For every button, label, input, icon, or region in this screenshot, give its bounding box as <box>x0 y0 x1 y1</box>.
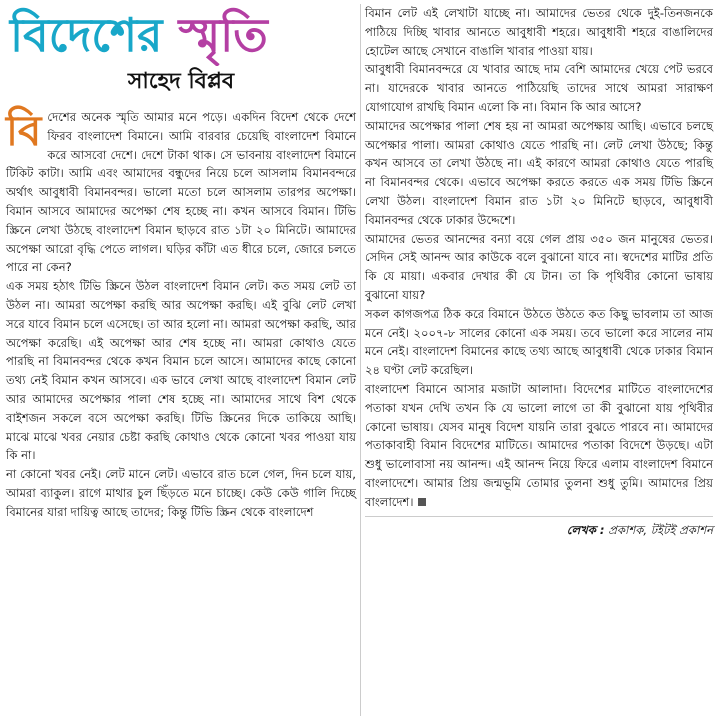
paragraph <box>6 108 356 277</box>
column-divider <box>360 4 361 716</box>
paragraph <box>365 380 713 512</box>
author-name: সাহেদ বিপ্লব <box>127 68 235 94</box>
paragraph-text: দেশের অনেক স্মৃতি আমার মনে পড়ে। একদিন বিদেশ থেকে দেশে ফিরব বাংলাদেশ বিমানে। আমি বারবার চেয়েছি বাংলাদেশ বিমানে করে আসবো দেশে। দেশে টাকা থাক। সে ভাবনায় বাংলাদেশ বিমানে টিকিট কাটা। আমি এবং আমাদের বন্ধুদের নিয়ে চলে আসলাম বিমানবন্দরে অর্থাৎ আবুধাবী বিমানবন্দর। ভালো মতো চলে আসলাম তারপর অপেক্ষা। বিমান আসবে আমাদের অপেক্ষা শেষ হচ্ছে না। কখন আসবে বিমান। টিভি স্ক্রিনে লেখা উঠছে বাংলাদেশ বিমান ছাড়বে রাত ১টা ২০ মিনিটে। আমাদের অপেক্ষা আরো বৃদ্ধি পেতে লাগল। ঘড়ির কাঁটা এত ধীরে চলে, জোরে চলতে পারে না কেন? <box>6 110 356 275</box>
paragraph: বিমান লেট এই লেখাটা যাচ্ছে না। আমাদের ভেতর থেকে দুই-তিনজনকে পাঠিয়ে দিচ্ছি খাবার আনতে আবুধাবী শহরে। আবুধাবী শহরে বাঙালিদের হোটেল আছে সেখানে বাঙালি খাবার পাওয়া যায়। <box>365 6 713 58</box>
title-part-1: বিদেশের <box>10 8 179 62</box>
paragraph: আমাদের অপেক্ষার পালা শেষ হয় না আমরা অপেক্ষায় আছি। এভাবে চলছে অপেক্ষার পালা। আমরা কোথাও যেতে পারছি না। লেট লেখা উঠছে; কিন্তু কখন আসবে তা লেখা উঠছে না। এই কারণে আমরা কোথাও যেতে পারছি না বিমানবন্দর থেকে। এভাবে অপেক্ষা করতে করতে এক সময় টিভি স্ক্রিনে লেখা উঠল। বাংলাদেশ বিমান রাত ১টা ২০ মিনিটে ছাড়বে, আবুধাবী বিমানবন্দর থেকে ঢাকার উদ্দেশে। <box>365 118 713 227</box>
paragraph-text: বাংলাদেশ বিমানে আসার মজাটা আলাদা। বিদেশের মাটিতে বাংলাদেশের পতাকা যখন দেখি তখন কি যে ভালো লাগে তা কী বুঝানো যায় পৃথিবীর কোনো ভাষায়। যেসব মানুষ বিদেশ যায়নি তারা বুঝতে পারবে না। আমাদের পতাকাবাহী বিমান বিদেশের মাটিতে। আমাদের পতাকা বিদেশে উড়ছে। এটা শুধু ভালোবাসা নয় আনন্দ। এই আনন্দ নিয়ে ফিরে এলাম বাংলাদেশ বিমানে বাংলাদেশে। আমার প্রিয় জন্মভূমি তোমার তুলনা শুধু তুমি। আমাদের প্রিয় বাংলাদেশ। <box>365 381 713 509</box>
end-mark-icon <box>418 498 426 506</box>
right-body <box>365 4 713 512</box>
author-credit <box>365 516 713 539</box>
title-part-2: স্মৃতি <box>178 8 268 62</box>
paragraph: আমাদের ভেতর আনন্দের বন্যা বয়ে গেল প্রায় ৩৫০ জন মানুষের ভেতর। সেদিন সেই আনন্দ আর কাউকে বলে বুঝানো যাবে না। স্বদেশের মাটির প্রতি কি যে মায়া। একবার দেখার কী যে টান। তা কি পৃথিবীর কোনো ভাষায় বুঝানো যায়? <box>365 231 713 302</box>
paragraph: আবুধাবী বিমানবন্দরে যে খাবার আছে দাম বেশি আমাদের খেয়ে পেট ভরবে না। যাদেরকে খাবার আনতে পাঠিয়েছি তাদের সাথে আমরা সারাক্ষণ যোগাযোগ রাখছি বিমান এলো কি না। বিমান কি আর আসে? <box>365 62 713 114</box>
article-title <box>6 4 356 66</box>
drop-cap: বি <box>6 106 42 155</box>
paragraph: এক সময় হঠাৎ টিভি স্ক্রিনে উঠল বাংলাদেশ বিমান লেট। কত সময় লেট তা উঠল না। আমরা অপেক্ষা করছি আর অপেক্ষা করছি। এই বুঝি লেট লেখা সরে যাবে বিমান চলে এসেছে। তা আর হলো না। আমরা অপেক্ষা করছি, আর অপেক্ষা করেছি। এই অপেক্ষা আর শেষ হচ্ছে না। আমরা কোথাও যেতে পারছি না বিমানবন্দর থেকে কখন বিমান চলে আসে। আমাদের কাছে কোনো তথ্য নেই বিমান কখন আসবে। এক ভাবে লেখা আছে বাংলাদেশ বিমান লেট আর আমাদের অপেক্ষার পালা শেষ হচ্ছে না। আমাদের সাথে বিশ থেকে বাইশজন সকলে বসে অপেক্ষা করছি। টিভি স্ক্রিনের দিকে তাকিয়ে আছি। মাঝে মাঝে খবর নেয়ার চেষ্টা করছি কোথাও থেকে কোনো খবর পাওয়া যায় কি না। <box>6 279 356 463</box>
credit-text: প্রকাশক, টইটই প্রকাশন <box>604 522 713 537</box>
right-column <box>365 4 713 716</box>
paragraph: না কোনো খবর নেই। লেট মানে লেট। এভাবে রাত চলে গেল, দিন চলে যায়, আমরা ব্যাকুল। রাগে মাথার চুল ছিঁড়তে মনে চাচ্ছে। কেউ কেউ গালি দিচ্ছে বিমানের যারা দায়িত্ব আছে তাদের; কিন্তু টিভি স্ক্রিন থেকে বাংলাদেশ <box>6 467 356 519</box>
left-body <box>6 108 356 522</box>
paragraph: সকল কাগজপত্র ঠিক করে বিমানে উঠতে উঠতে কত কিছু ভাবলাম তা আজ মনে নেই। ২০০৭-৮ সালের কোনো এক সময়। তবে ভালো করে সালের নাম মনে নেই। বাংলাদেশ বিমানের কাছে তথ্য আছে আবুধাবী থেকে ঢাকার বিমান ২৪ ঘণ্টা লেট করেছিল। <box>365 306 713 378</box>
left-column <box>6 4 356 716</box>
credit-label: লেখক : <box>566 522 605 537</box>
